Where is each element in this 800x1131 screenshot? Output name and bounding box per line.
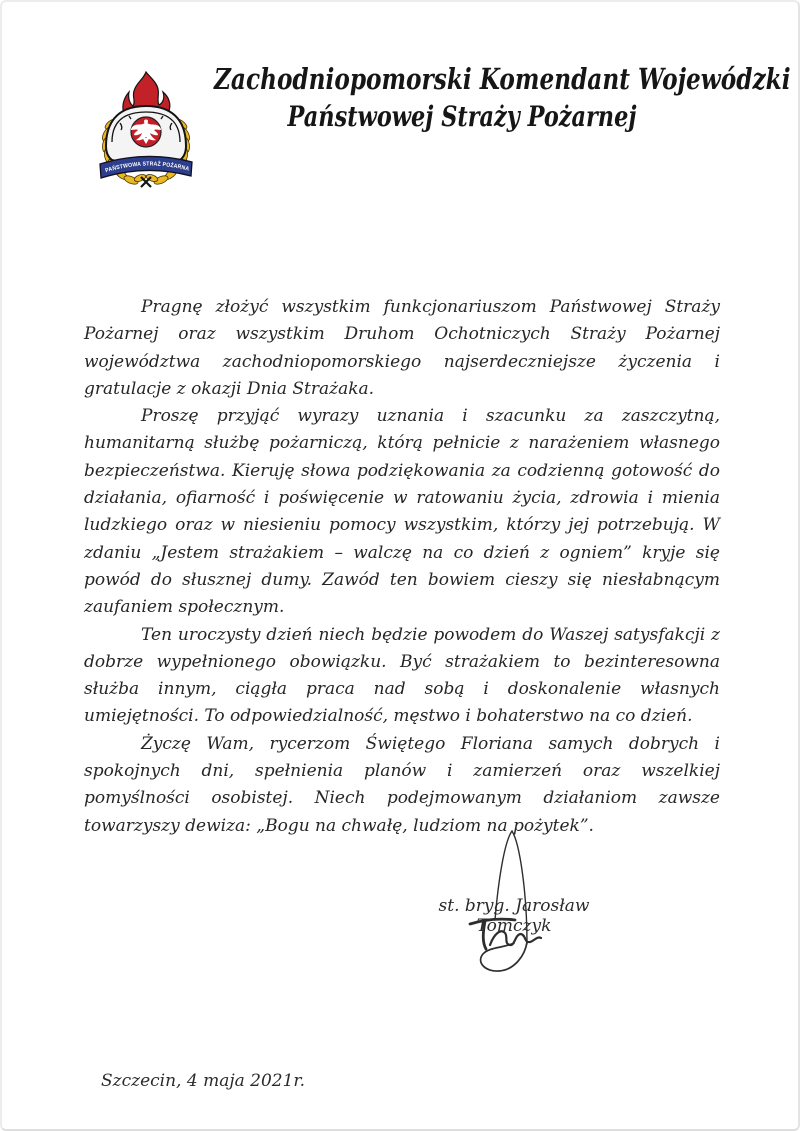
letterhead: [152, 60, 791, 135]
letter-body: [84, 294, 720, 840]
place-date-line: Szczecin, 4 maja 2021r.: [101, 1071, 306, 1091]
paragraph-recognition: Proszę przyjąć wyrazy uznania i szacunku za zaszczytną, humanitarną służbę pożarniczą, którą pełnicie z narażeniem własnego bezpieczeństwa. Kieruję słowa podziękowania za codzienną gotowość do działania, ofiarność i poświęcenie w ratowaniu życia, zdrowia i mienia ludzkiego oraz w niesieniu pomocy wszystkim, którzy jej potrzebują. W zdaniu „Jestem strażakiem – walczę na co dzień z ogniem” kryje się powód do słusznej dumy. Zawód ten bowiem cieszy się niesłabnącym zaufaniem społecznym.: [84, 406, 720, 618]
paragraph-closing: Życzę Wam, rycerzom Świętego Floriana samych dobrych i spokojnych dni, spełnienia planów i zamierzeń oraz wszelkiej pomyślności osobistej. Niech podejmowanym działaniom zawsze towarzyszy dewiza: „Bogu na chwałę, ludziom na pożytek”.: [84, 733, 720, 836]
letterhead-title-line2: Państwowej Straży Pożarnej: [287, 100, 637, 133]
paragraph-celebration: Ten uroczysty dzień niech będzie powodem do Waszej satysfakcji z dobrze wypełnionego obowiązku. Być strażakiem to bezinteresowna służba innym, ciągła praca nad sobą i doskonalenie własnych umiejętności. To odpowiedzialność, męstwo i bohaterstwo na co dzień.: [84, 624, 720, 727]
signer-name: st. bryg. Jarosław Tomczyk: [438, 896, 590, 936]
letterhead-title-line1: Zachodniopomorski Komendant Wojewódzki: [214, 62, 791, 96]
laurel-tie: [141, 177, 151, 187]
paragraph-wishes: Pragnę złożyć wszystkim funkcjonariuszom Państwowej Straży Pożarnej oraz wszystkim Druhom Ochotniczych Straży Pożarnej województwa zachodniopomorskiego najserdeczniejsze życzenia i gratulacje z okazji Dnia Strażaka.: [84, 297, 720, 399]
signature-block: [414, 822, 614, 982]
ribbon-text: PAŃSTWOWA STRAŻ POŻARNA: [104, 161, 191, 175]
